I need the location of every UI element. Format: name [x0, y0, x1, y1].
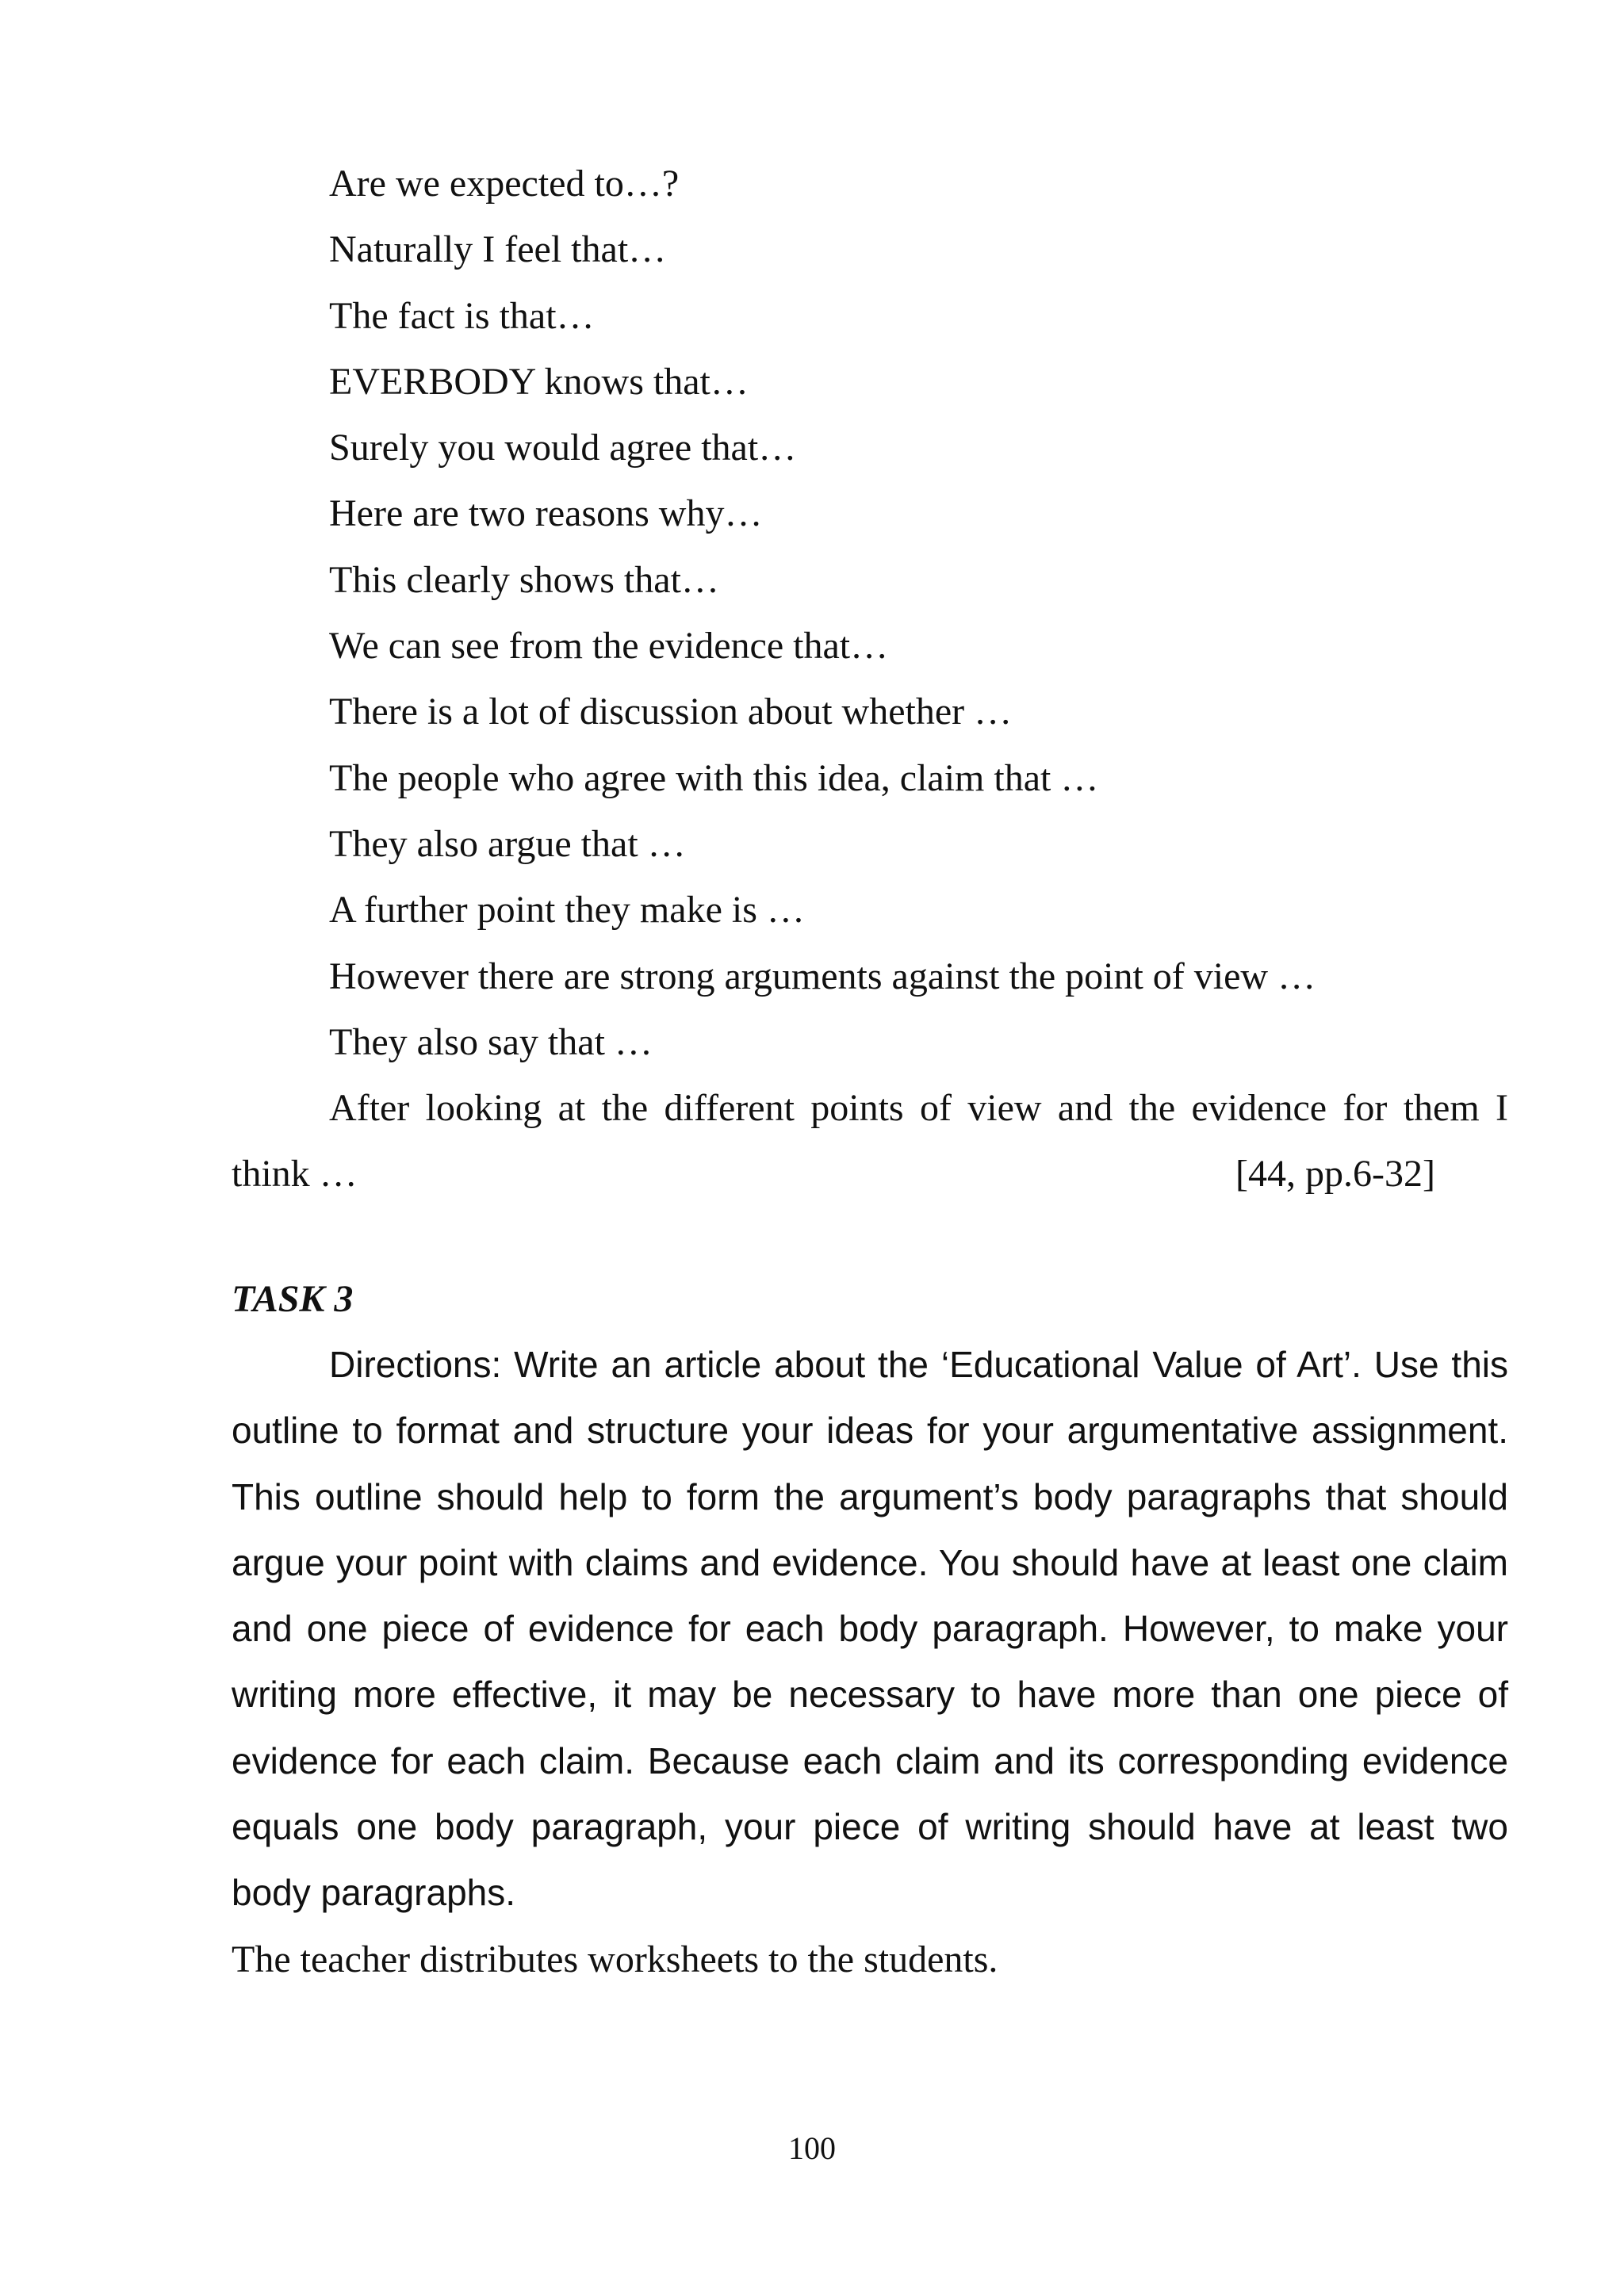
conclusion-ending: think …: [232, 1153, 358, 1196]
phrase-item: Naturally I feel that…: [329, 228, 667, 271]
phrase-item: Surely you would agree that…: [329, 427, 797, 469]
phrase-item: The people who agree with this idea, claim that …: [329, 756, 1099, 799]
phrase-item: EVERBODY knows that…: [329, 360, 749, 403]
phrase-item: Are we expected to…?: [329, 163, 680, 205]
conclusion-paragraph: [232, 1075, 1508, 1207]
closing-sentence: The teacher distributes worksheets to the students.: [232, 1938, 998, 1980]
task-heading: TASK 3: [232, 1278, 354, 1320]
phrase-list: [329, 151, 1316, 1075]
conclusion-line-2: [232, 1141, 1508, 1207]
phrase-item: They also argue that …: [329, 822, 686, 865]
phrase-item: There is a lot of discussion about whether …: [329, 691, 1013, 733]
phrase-item: They also say that …: [329, 1020, 653, 1063]
conclusion-line-1: After looking at the different points of view and the evidence for them I: [329, 1087, 1508, 1129]
phrase-item: A further point they make is …: [329, 889, 805, 932]
citation-reference: [44, pp.6-32]: [1235, 1153, 1435, 1196]
page-number: 100: [788, 2130, 836, 2166]
phrase-item: Here are two reasons why…: [329, 492, 763, 535]
phrase-item: This clearly shows that…: [329, 558, 719, 601]
phrase-item: The fact is that…: [329, 294, 595, 337]
task-directions: Directions: Write an article about the ‘Educational Value of Art’. Use this outline to format and structure your ideas for your argumentative assignment. This outline should help to form the argument’s body paragraphs that should argue your point with claims and evidence. You should have at least one claim and one piece of evidence for each body paragraph. However, to make your writing more effective, it may be necessary to have more than one piece of evidence for each claim. Because each claim and its corresponding evidence equals one body paragraph, your piece of writing should have at least two body paragraphs.: [232, 1344, 1508, 1914]
phrase-item: However there are strong arguments against the point of view …: [329, 955, 1316, 997]
phrase-item: We can see from the evidence that…: [329, 625, 889, 668]
